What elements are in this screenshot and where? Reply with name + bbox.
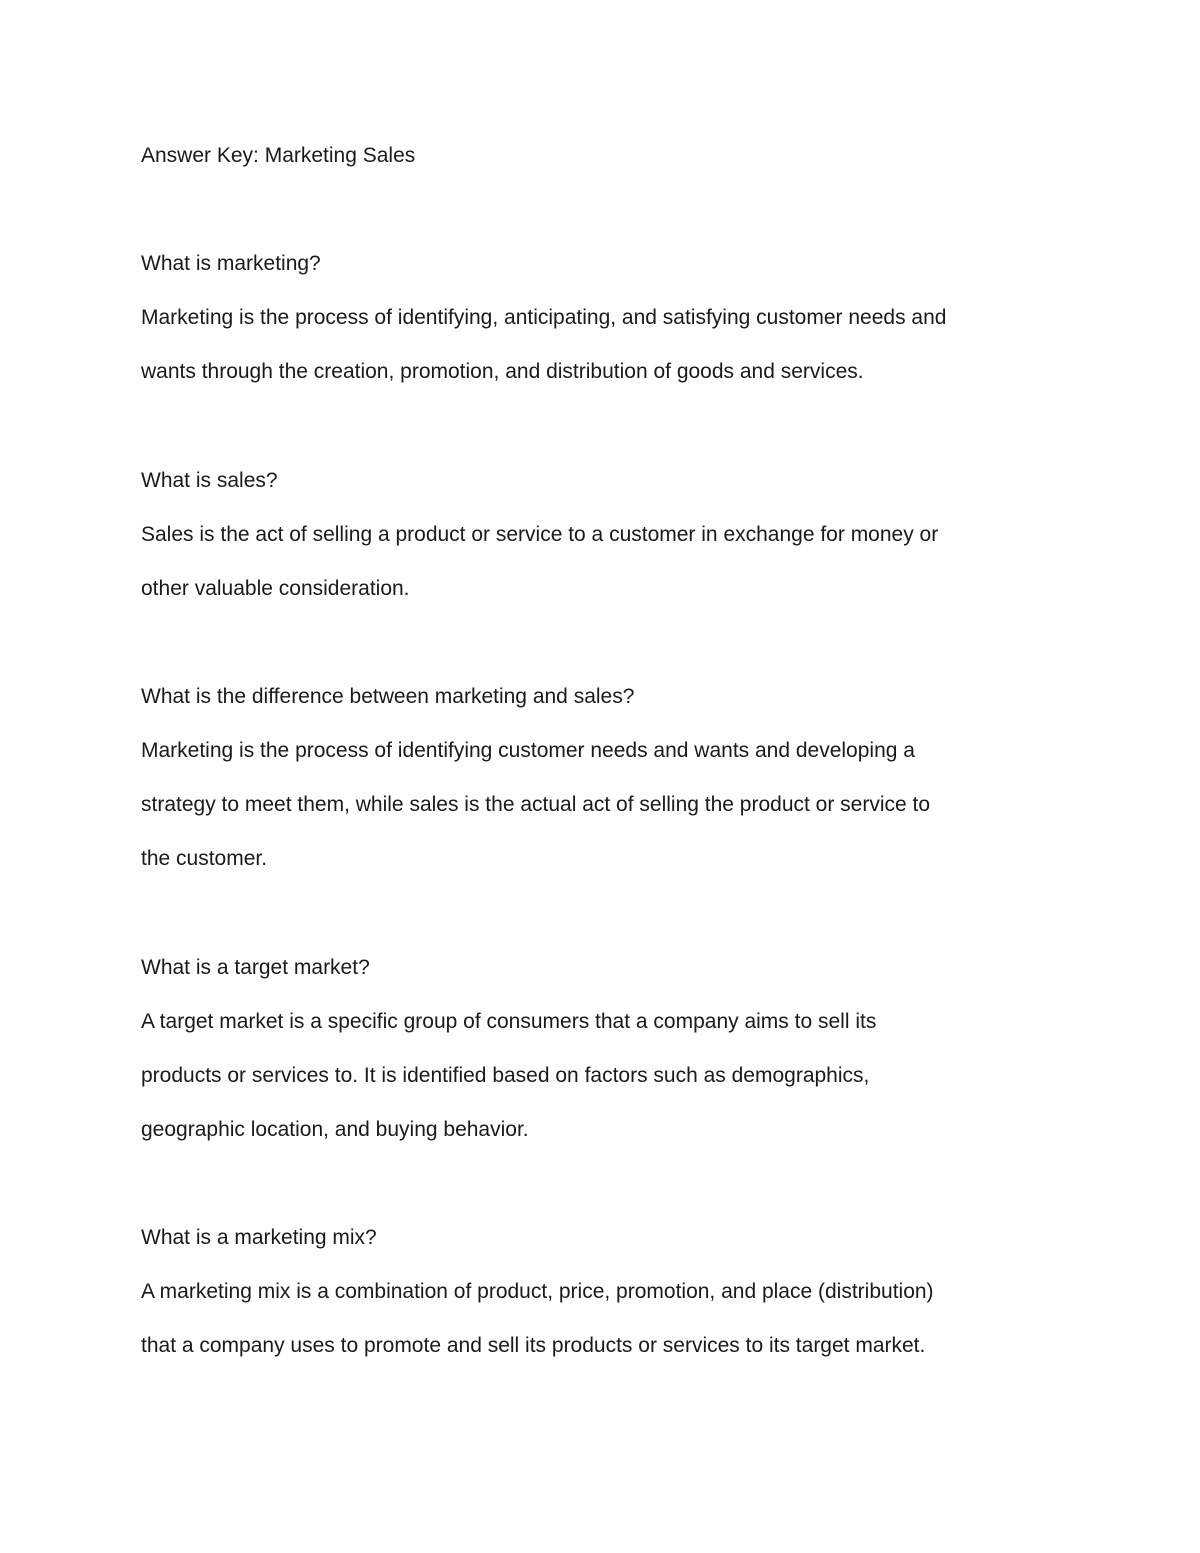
question-3: What is the difference between marketing and sales? <box>141 685 635 708</box>
question-1: What is marketing? <box>141 252 321 275</box>
question-5: What is a marketing mix? <box>141 1226 377 1249</box>
answer-3-line-3: the customer. <box>141 847 268 870</box>
answer-1-line-2: wants through the creation, promotion, and distribution of goods and services. <box>141 360 864 383</box>
answer-3-line-2: strategy to meet them, while sales is the actual act of selling the product or service to <box>141 793 931 816</box>
question-2: What is sales? <box>141 469 278 492</box>
answer-4-line-1: A target market is a specific group of consumers that a company aims to sell its <box>141 1010 877 1033</box>
answer-5-line-2: that a company uses to promote and sell its products or services to its target market. <box>141 1334 926 1357</box>
answer-2-line-2: other valuable consideration. <box>141 577 410 600</box>
question-4: What is a target market? <box>141 956 370 979</box>
answer-4-line-3: geographic location, and buying behavior. <box>141 1118 529 1141</box>
document-title: Answer Key: Marketing Sales <box>141 144 416 167</box>
answer-1-line-1: Marketing is the process of identifying, anticipating, and satisfying customer needs and <box>141 306 947 329</box>
answer-4-line-2: products or services to. It is identified based on factors such as demographics, <box>141 1064 870 1087</box>
answer-2-line-1: Sales is the act of selling a product or service to a customer in exchange for money or <box>141 523 939 546</box>
answer-5-line-1: A marketing mix is a combination of product, price, promotion, and place (distribution) <box>141 1280 934 1303</box>
answer-3-line-1: Marketing is the process of identifying customer needs and wants and developing a <box>141 739 915 762</box>
